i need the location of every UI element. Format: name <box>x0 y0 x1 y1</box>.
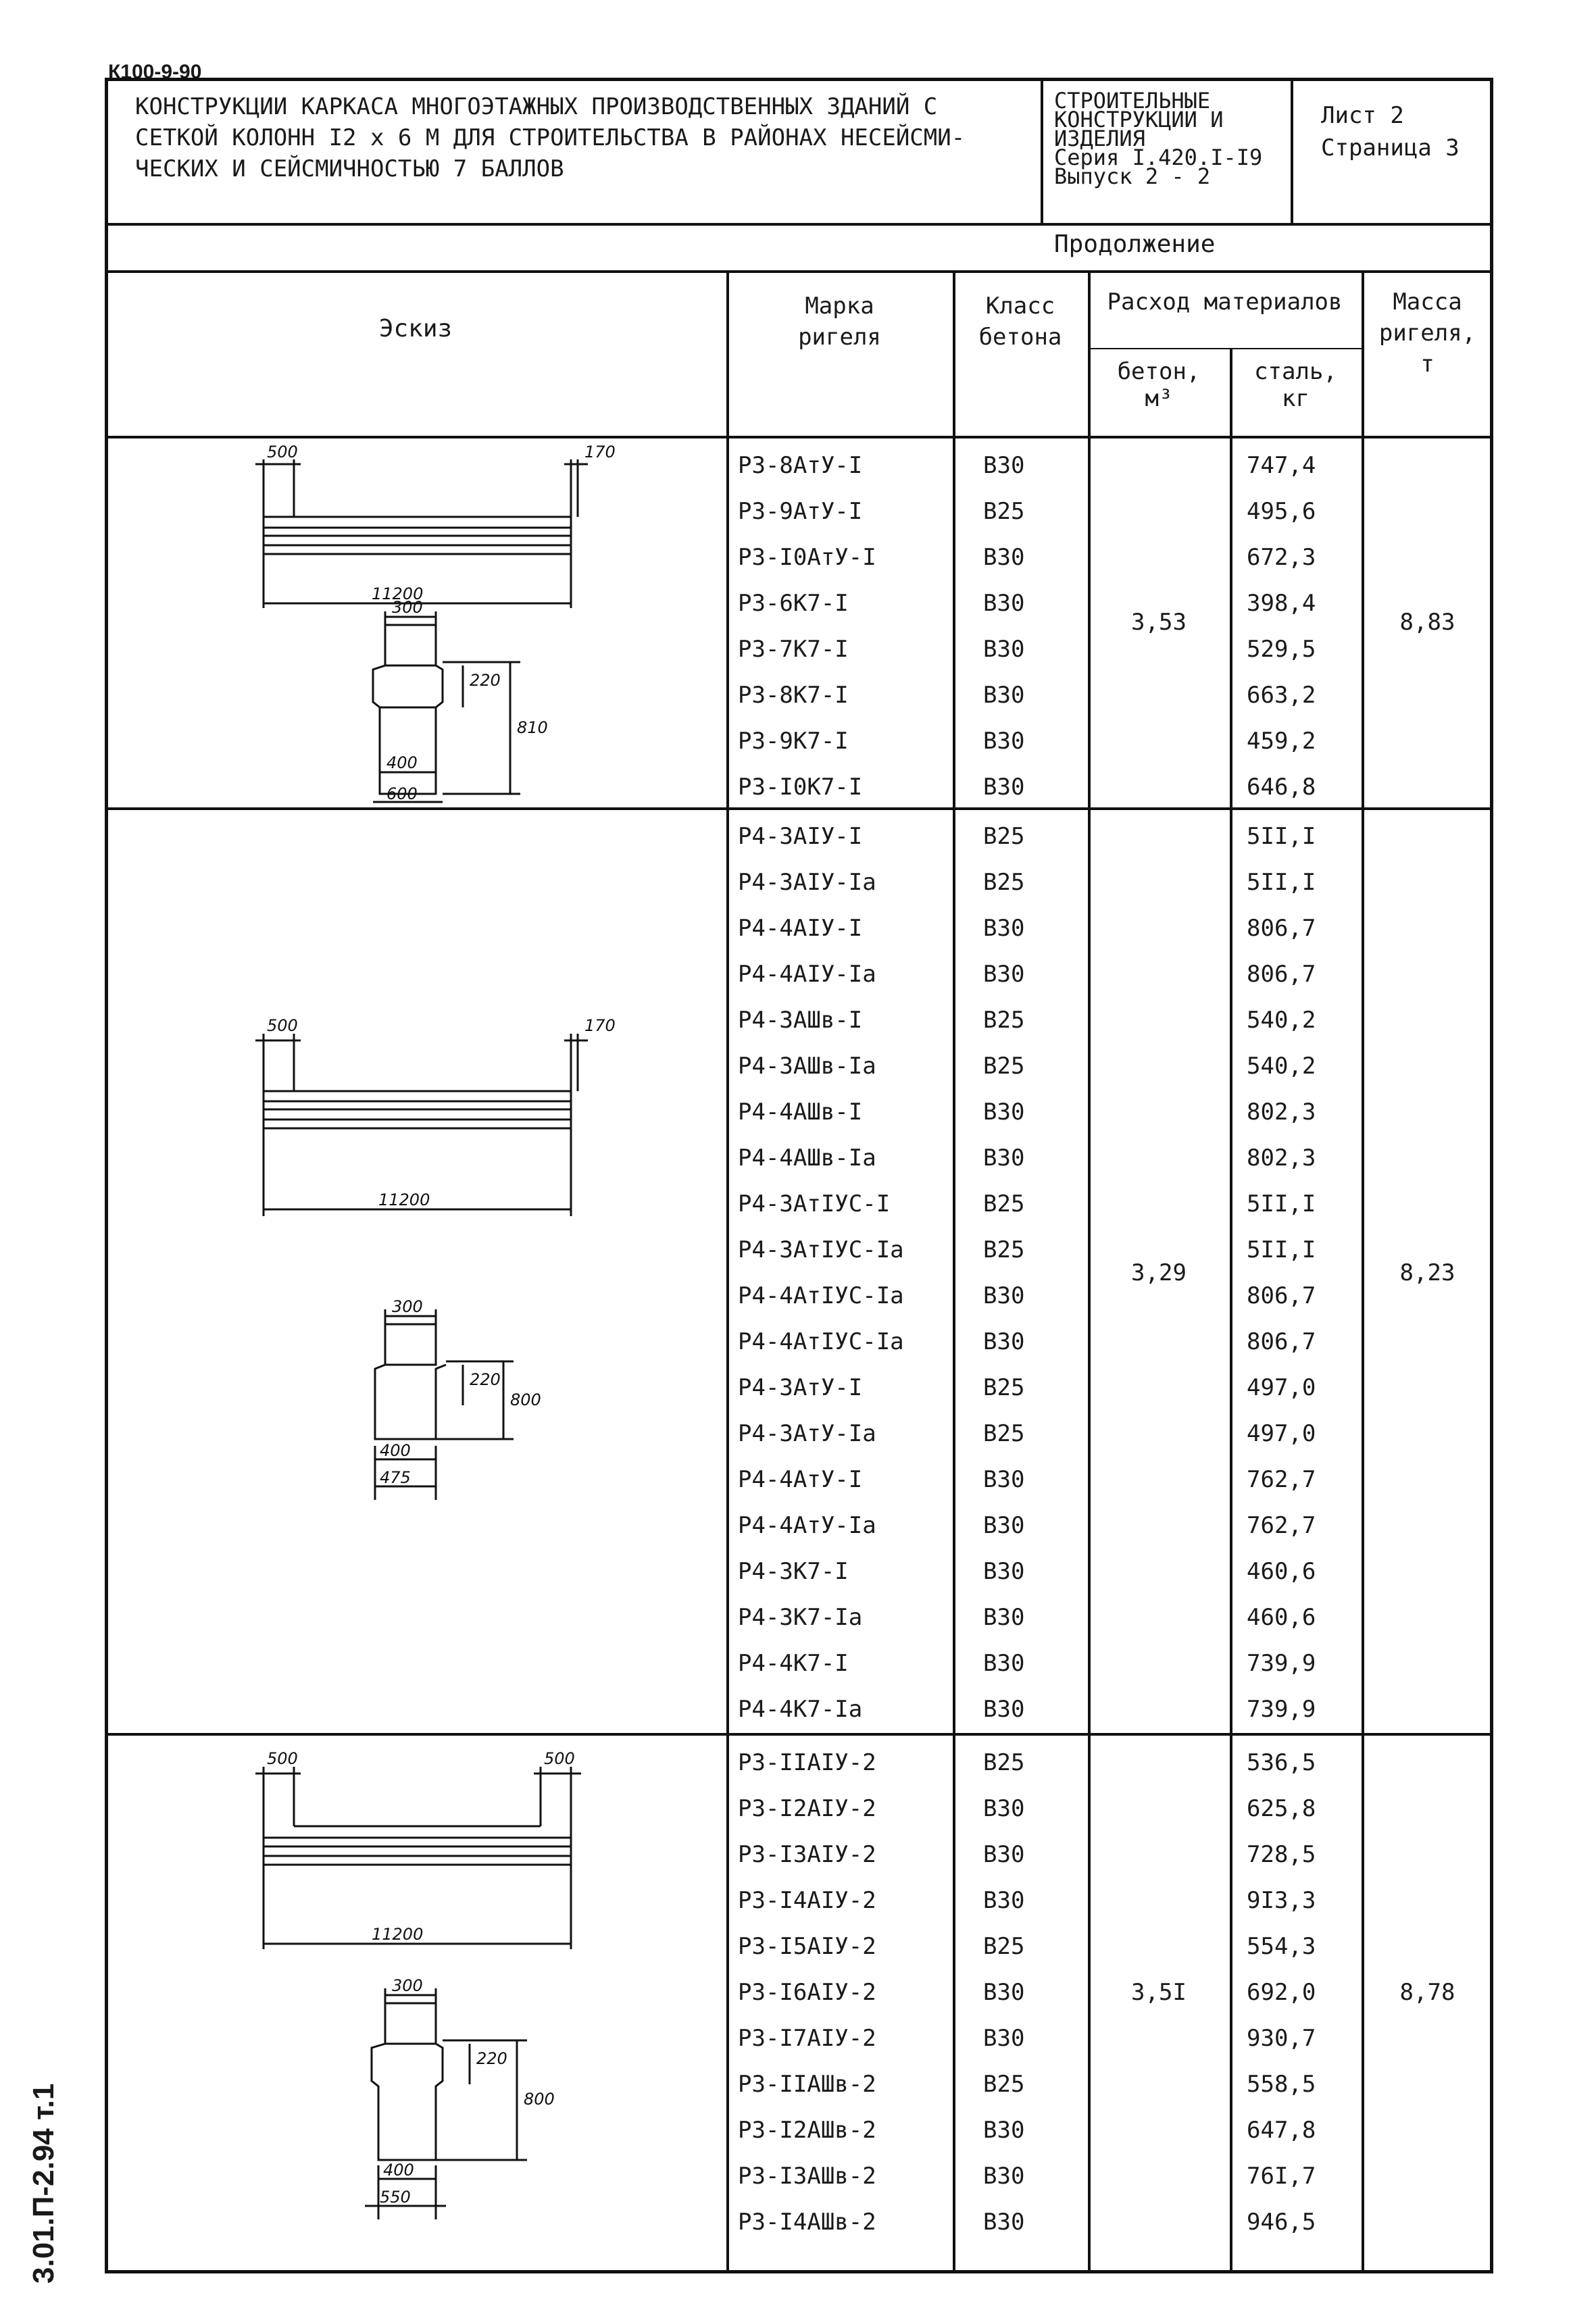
row-class: В30 <box>983 1887 1025 1914</box>
divider <box>105 270 1493 273</box>
dimension-label: 170 <box>584 1016 616 1035</box>
row-class: В30 <box>983 2163 1025 2190</box>
row-class: В30 <box>983 1650 1025 1677</box>
row-mark: Р4-3АтIУС-Iа <box>738 1236 904 1263</box>
row-steel: 76I,7 <box>1247 2163 1316 2190</box>
dimension-label: 500 <box>544 1749 575 1768</box>
beam-sketch <box>203 1746 662 2233</box>
row-class: В30 <box>983 915 1025 942</box>
dimension-label: 220 <box>476 2049 507 2068</box>
column-header-line: Марка <box>805 293 874 320</box>
dimension-label: 400 <box>380 1441 411 1460</box>
dimension-label: 11200 <box>372 584 424 603</box>
row-steel: 529,5 <box>1247 636 1316 663</box>
divider <box>105 223 1493 226</box>
column-header-line: Класс <box>985 293 1055 320</box>
row-steel: 5II,I <box>1247 823 1316 850</box>
row-steel: 625,8 <box>1247 1795 1316 1822</box>
row-class: В30 <box>983 1795 1025 1822</box>
row-mark: Р3-I6АIУ-2 <box>738 1979 876 2006</box>
row-class: В30 <box>983 1512 1025 1539</box>
row-steel: 398,4 <box>1247 590 1316 617</box>
row-steel: 5II,I <box>1247 869 1316 896</box>
dimension-label: 400 <box>386 753 418 772</box>
row-class: В25 <box>983 1749 1025 1776</box>
row-steel: 806,7 <box>1247 1328 1316 1355</box>
row-mark: Р4-4К7-I <box>738 1650 849 1677</box>
group-concrete: 3,53 <box>1131 609 1187 636</box>
dimension-label: 300 <box>392 1976 423 1995</box>
column-header-line: т <box>1420 351 1435 378</box>
series-line: Выпуск 2 - 2 <box>1054 164 1211 189</box>
row-mark: Р3-IIАIУ-2 <box>738 1749 876 1776</box>
column-header-sketch: Эскиз <box>378 315 453 343</box>
continuation-label: Продолжение <box>1054 230 1216 258</box>
dimension-label: 300 <box>392 598 423 617</box>
row-mark: Р3-I4АШв-2 <box>738 2209 876 2236</box>
row-class: В30 <box>983 636 1025 663</box>
sheet-number: Лист 2 <box>1321 102 1404 129</box>
row-class: В30 <box>983 1979 1025 2006</box>
beam-sketch <box>203 1013 662 1554</box>
dimension-label: 220 <box>470 1370 501 1389</box>
group-mass: 8,78 <box>1399 1979 1455 2006</box>
row-mark: Р4-4АтIУС-Iа <box>738 1282 904 1309</box>
column-header-line: м³ <box>1145 385 1173 412</box>
row-class: В30 <box>983 2117 1025 2144</box>
row-steel: 558,5 <box>1247 2071 1316 2098</box>
column-header-mark <box>726 291 953 353</box>
column-header-line: сталь, <box>1254 358 1337 385</box>
row-class: В25 <box>983 1374 1025 1401</box>
row-mark: Р3-9АтУ-I <box>738 498 863 525</box>
row-steel: 540,2 <box>1247 1053 1316 1080</box>
column-header-line: Масса <box>1393 288 1462 316</box>
row-mark: Р3-9К7-I <box>738 728 849 755</box>
row-class: В30 <box>983 1328 1025 1355</box>
row-class: В25 <box>983 1190 1025 1217</box>
series-line: КОНСТРУКЦИИ И <box>1054 107 1224 132</box>
row-mark: Р4-3АтУ-Iа <box>738 1420 876 1447</box>
row-steel: 806,7 <box>1247 915 1316 942</box>
row-mark: Р4-4АтУ-I <box>738 1466 863 1493</box>
dimension-label: 220 <box>470 671 501 690</box>
row-mark: Р3-I0АтУ-I <box>738 544 876 571</box>
row-class: В25 <box>983 1933 1025 1960</box>
column-header-line: бетона <box>978 324 1062 351</box>
row-steel: 802,3 <box>1247 1145 1316 1172</box>
row-mark: Р4-4АШв-Iа <box>738 1145 876 1172</box>
row-steel: 540,2 <box>1247 1007 1316 1034</box>
page-number: Страница 3 <box>1321 134 1460 161</box>
group-mass: 8,83 <box>1399 609 1455 636</box>
row-class: В25 <box>983 498 1025 525</box>
row-steel: 5II,I <box>1247 1236 1316 1263</box>
row-class: В30 <box>983 452 1025 479</box>
row-steel: 554,3 <box>1247 1933 1316 1960</box>
row-mark: Р4-3АШв-I <box>738 1007 863 1034</box>
row-class: В30 <box>983 682 1025 709</box>
row-mark: Р3-I2АШв-2 <box>738 2117 876 2144</box>
header-title-line: КОНСТРУКЦИИ КАРКАСА МНОГОЭТАЖНЫХ ПРОИЗВОДСТВЕННЫХ ЗДАНИЙ С <box>135 93 938 120</box>
row-class: В25 <box>983 1420 1025 1447</box>
row-steel: 762,7 <box>1247 1512 1316 1539</box>
divider <box>1230 348 1232 2273</box>
row-steel: 536,5 <box>1247 1749 1316 1776</box>
row-mark: Р3-6К7-I <box>738 590 849 617</box>
row-mark: Р4-4АIУ-Iа <box>738 961 876 988</box>
row-class: В30 <box>983 1282 1025 1309</box>
column-header-mass <box>1362 286 1493 380</box>
row-mark: Р4-3АIУ-Iа <box>738 869 876 896</box>
group-concrete: 3,29 <box>1131 1259 1187 1286</box>
row-mark: Р3-8К7-I <box>738 682 849 709</box>
dimension-label: 800 <box>510 1390 541 1409</box>
row-class: В30 <box>983 590 1025 617</box>
divider <box>1088 348 1362 349</box>
group-mass: 8,23 <box>1399 1259 1455 1286</box>
column-header-line: бетон, <box>1117 358 1201 385</box>
row-steel: 460,6 <box>1247 1604 1316 1631</box>
column-header-concrete <box>1088 358 1230 412</box>
row-class: В30 <box>983 1841 1025 1868</box>
row-steel: 728,5 <box>1247 1841 1316 1868</box>
row-class: В30 <box>983 2025 1025 2052</box>
row-class: В25 <box>983 2071 1025 2098</box>
row-class: В30 <box>983 1604 1025 1631</box>
row-mark: Р3-I5АIУ-2 <box>738 1933 876 1960</box>
dimension-label: 500 <box>267 1016 298 1035</box>
row-mark: Р3-IIАШв-2 <box>738 2071 876 2098</box>
row-class: В25 <box>983 1236 1025 1263</box>
row-mark: Р3-7К7-I <box>738 636 849 663</box>
row-steel: 497,0 <box>1247 1374 1316 1401</box>
row-class: В30 <box>983 961 1025 988</box>
row-steel: 663,2 <box>1247 682 1316 709</box>
divider <box>1041 78 1043 223</box>
row-steel: 806,7 <box>1247 1282 1316 1309</box>
row-mark: Р4-3К7-Iа <box>738 1604 863 1631</box>
row-steel: 739,9 <box>1247 1696 1316 1723</box>
row-mark: Р3-I2АIУ-2 <box>738 1795 876 1822</box>
column-header-line: кг <box>1282 385 1310 412</box>
row-class: В25 <box>983 869 1025 896</box>
dimension-label: 500 <box>267 1749 298 1768</box>
row-class: В25 <box>983 1007 1025 1034</box>
row-class: В30 <box>983 1558 1025 1585</box>
dimension-label: 475 <box>380 1468 411 1487</box>
dimension-label: 500 <box>267 443 298 461</box>
row-class: В30 <box>983 2209 1025 2236</box>
column-header-class <box>953 291 1088 353</box>
dimension-label: 400 <box>383 2161 414 2180</box>
dimension-label: 810 <box>517 718 548 737</box>
row-steel: 495,6 <box>1247 498 1316 525</box>
row-class: В30 <box>983 728 1025 755</box>
row-class: В25 <box>983 823 1025 850</box>
row-steel: 739,9 <box>1247 1650 1316 1677</box>
beam-sketch <box>203 443 662 807</box>
dimension-label: 11200 <box>378 1190 430 1209</box>
row-mark: Р3-I3АШв-2 <box>738 2163 876 2190</box>
column-header-materials: Расход материалов <box>1107 288 1343 316</box>
row-mark: Р4-4АIУ-I <box>738 915 863 942</box>
row-class: В25 <box>983 1053 1025 1080</box>
dimension-label: 170 <box>584 443 616 461</box>
header-title-line: ЧЕСКИХ И СЕЙСМИЧНОСТЬЮ 7 БАЛЛОВ <box>135 155 564 182</box>
row-steel: 5II,I <box>1247 1190 1316 1217</box>
row-steel: 930,7 <box>1247 2025 1316 2052</box>
row-class: В30 <box>983 1145 1025 1172</box>
document-code: К100-9-90 <box>108 61 202 83</box>
row-class: В30 <box>983 544 1025 571</box>
dimension-label: 600 <box>386 784 418 803</box>
row-steel: 459,2 <box>1247 728 1316 755</box>
row-steel: 647,8 <box>1247 2117 1316 2144</box>
row-mark: Р3-8АтУ-I <box>738 452 863 479</box>
row-mark: Р4-3АШв-Iа <box>738 1053 876 1080</box>
row-steel: 802,3 <box>1247 1099 1316 1126</box>
row-steel: 762,7 <box>1247 1466 1316 1493</box>
header-title <box>135 91 965 184</box>
divider <box>726 270 729 2273</box>
row-class: В30 <box>983 1099 1025 1126</box>
row-steel: 9I3,3 <box>1247 1887 1316 1914</box>
row-mark: Р4-4АтIУС-Iа <box>738 1328 904 1355</box>
row-mark: Р3-I4АIУ-2 <box>738 1887 876 1914</box>
row-steel: 646,8 <box>1247 774 1316 801</box>
dimension-label: 800 <box>524 2090 555 2109</box>
row-class: В30 <box>983 1696 1025 1723</box>
row-class: В30 <box>983 1466 1025 1493</box>
series-block <box>1054 88 1263 189</box>
header-title-line: СЕТКОЙ КОЛОНН I2 х 6 М ДЛЯ СТРОИТЕЛЬСТВА В РАЙОНАХ НЕСЕЙСМИ- <box>135 124 966 151</box>
divider <box>105 1733 1493 1736</box>
divider <box>105 436 1493 438</box>
column-header-line: ригеля, <box>1378 320 1476 347</box>
row-mark: Р3-I0К7-I <box>738 774 863 801</box>
row-steel: 672,3 <box>1247 544 1316 571</box>
dimension-label: 300 <box>392 1297 423 1316</box>
row-steel: 946,5 <box>1247 2209 1316 2236</box>
group-concrete: 3,5I <box>1131 1979 1187 2006</box>
row-mark: Р4-3К7-I <box>738 1558 849 1585</box>
row-class: В30 <box>983 774 1025 801</box>
row-mark: Р3-I3АIУ-2 <box>738 1841 876 1868</box>
row-steel: 497,0 <box>1247 1420 1316 1447</box>
series-line: СТРОИТЕЛЬНЫЕ <box>1054 88 1211 114</box>
row-mark: Р4-3АтУ-I <box>738 1374 863 1401</box>
row-steel: 460,6 <box>1247 1558 1316 1585</box>
row-mark: Р4-4К7-Iа <box>738 1696 863 1723</box>
row-mark: Р4-3АIУ-I <box>738 823 863 850</box>
row-mark: Р4-4АтУ-Iа <box>738 1512 876 1539</box>
divider <box>1291 78 1293 223</box>
row-mark: Р3-I7АIУ-2 <box>738 2025 876 2052</box>
row-steel: 806,7 <box>1247 961 1316 988</box>
row-mark: Р4-4АШв-I <box>738 1099 863 1126</box>
column-header-line: ригеля <box>798 324 881 351</box>
column-header-steel <box>1230 358 1362 412</box>
row-steel: 692,0 <box>1247 1979 1316 2006</box>
divider <box>953 270 955 2273</box>
series-line: Серия I.420.I-I9 <box>1054 145 1263 170</box>
side-document-code: 3.01.П-2.94 т.1 <box>27 2083 60 2284</box>
dimension-label: 11200 <box>372 1925 424 1944</box>
row-mark: Р4-3АтIУС-I <box>738 1190 891 1217</box>
dimension-label: 550 <box>380 2188 411 2207</box>
row-steel: 747,4 <box>1247 452 1316 479</box>
series-line: ИЗДЕЛИЯ <box>1054 126 1145 151</box>
